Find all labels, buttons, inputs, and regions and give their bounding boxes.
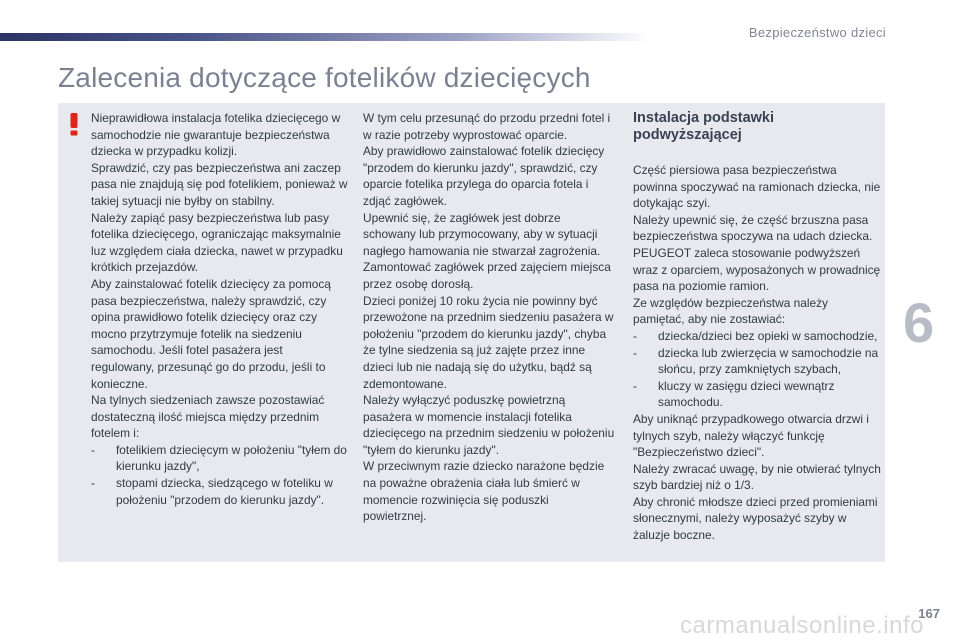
bullet-dash: - xyxy=(633,345,637,360)
bullet-dash: - xyxy=(633,378,637,393)
list-item xyxy=(91,442,349,475)
paragraph: W tym celu przesunąć do przodu przedni fotel i w razie potrzeby wyprostować oparcie. xyxy=(363,111,611,142)
paragraph: Upewnić się, że zagłówek jest dobrze schowany lub przymocowany, aby w sytuacji nagłego hamowania nie stwarzał zagrożenia. Zamontować zagłówek przed zajęciem miejsca przez osobę dorosłą. xyxy=(363,210,611,291)
list-item-text: dziecka lub zwierzęcia w samochodzie na słońcu, przy zamkniętych szybach, xyxy=(658,345,879,377)
page-number: 167 xyxy=(918,606,940,621)
bullet-dash: - xyxy=(633,328,637,343)
section-label: Bezpieczeństwo dzieci xyxy=(748,25,886,40)
paragraph: PEUGEOT zaleca stosowanie podwyższeń wraz z oparciem, wyposażonych w prowadnicę pasa na poziomie ramion. xyxy=(633,245,881,294)
paragraph: Należy wyłączyć poduszkę powietrzną pasażera w momencie instalacji fotelika dziecięcego na przednim siedzeniu w położeniu "tyłem do kierunku jazdy". xyxy=(363,393,615,457)
list-item-text: fotelikiem dziecięcym w położeniu "tyłem do kierunku jazdy", xyxy=(116,442,347,474)
column-middle-text xyxy=(363,110,615,525)
paragraph: Aby uniknąć przypadkowego otwarcia drzwi i tylnych szyb, należy włączyć funkcję "Bezpieczeństwo dzieci". xyxy=(633,411,869,460)
paragraph: Na tylnych siedzeniach zawsze pozostawiać dostateczną ilość miejsca między przednim fotelem i: xyxy=(91,393,325,441)
paragraph: Dzieci poniżej 10 roku życia nie powinny być przewożone na przednim siedzeniu pasażera w położeniu "przodem do kierunku jazdy", chyba że tylne siedzenia są już zajęte przez inne dzieci lub nie nadają się do użytku, bądź są zdemontowane. xyxy=(363,293,614,391)
column-booster-seat xyxy=(633,110,881,544)
list-item xyxy=(633,378,881,411)
list-item xyxy=(91,475,349,508)
column-warning-text xyxy=(91,110,349,508)
list-item-text: kluczy w zasięgu dzieci wewnątrz samochodu. xyxy=(658,378,835,410)
header-gradient-bar xyxy=(0,33,650,41)
page-title: Zalecenia dotyczące fotelików dziecięcych xyxy=(58,62,591,93)
paragraph: Część piersiowa pasa bezpieczeństwa powinna spoczywać na ramionach dziecka, nie dotykając szyi. xyxy=(633,163,881,211)
paragraph: Należy upewnić się, że część brzuszna pasa bezpieczeństwa spoczywa na udach dziecka. xyxy=(633,212,873,244)
chapter-number: 6 xyxy=(903,291,935,354)
bullet-list xyxy=(633,328,881,411)
paragraph: Nieprawidłowa instalacja fotelika dziecięcego w samochodzie nie gwarantuje bezpieczeństwa dziecka w przypadku kolizji. xyxy=(91,111,341,159)
bullet-list xyxy=(91,442,349,508)
paragraph: Sprawdzić, czy pas bezpieczeństwa ani zaczep pasa nie znajdują się pod fotelikiem, ponieważ w takiej sytuacji nie byłby on stabilny. xyxy=(91,160,348,208)
paragraph: Należy zwracać uwagę, by nie otwierać tylnych szyb bardziej niż o 1/3. xyxy=(633,461,881,493)
list-item xyxy=(633,328,881,345)
paragraph: W przeciwnym razie dziecko narażone będzie na poważne obrażenia ciała lub śmierć w momencie rozwinięcia się poduszki powietrznej. xyxy=(363,459,605,524)
list-item xyxy=(633,345,881,378)
paragraph: Aby prawidłowo zainstalować fotelik dziecięcy "przodem do kierunku jazdy", sprawdzić, czy oparcie fotelika przylega do oparcia fotela i zdjąć zagłówek. xyxy=(363,144,605,208)
paragraph: Należy zapiąć pasy bezpieczeństwa lub pasy fotelika dziecięcego, ograniczając maksymalnie luz względem ciała dziecka, nawet w przypadku krótkich przejazdów. xyxy=(91,210,343,275)
paragraph: Ze względów bezpieczeństwa należy pamiętać, aby nie zostawiać: xyxy=(633,295,828,327)
section-heading: Instalacja podstawki podwyższającej xyxy=(633,110,775,143)
warning-icon xyxy=(64,111,84,137)
paragraph: Aby zainstalować fotelik dziecięcy za pomocą pasa bezpieczeństwa, należy sprawdzić, czy opina prawidłowo fotelik dziecięcy oraz czy mocno przytrzymuje fotelik na siedzeniu samochodu. Jeśli fotel pasażera jest regulowany, przesunąć go do przodu, jeśli to konieczne. xyxy=(91,276,331,391)
bullet-dash: - xyxy=(91,442,95,457)
list-item-text: stopami dziecka, siedzącego w foteliku w położeniu "przodem do kierunku jazdy". xyxy=(116,476,333,507)
list-item-text: dziecka/dzieci bez opieki w samochodzie, xyxy=(658,328,878,343)
bullet-dash: - xyxy=(91,476,95,491)
paragraph: Aby chronić młodsze dzieci przed promieniami słonecznymi, należy wyposażyć szyby w żaluzje boczne. xyxy=(633,494,878,543)
watermark: carmanualsonline.info xyxy=(680,612,924,639)
